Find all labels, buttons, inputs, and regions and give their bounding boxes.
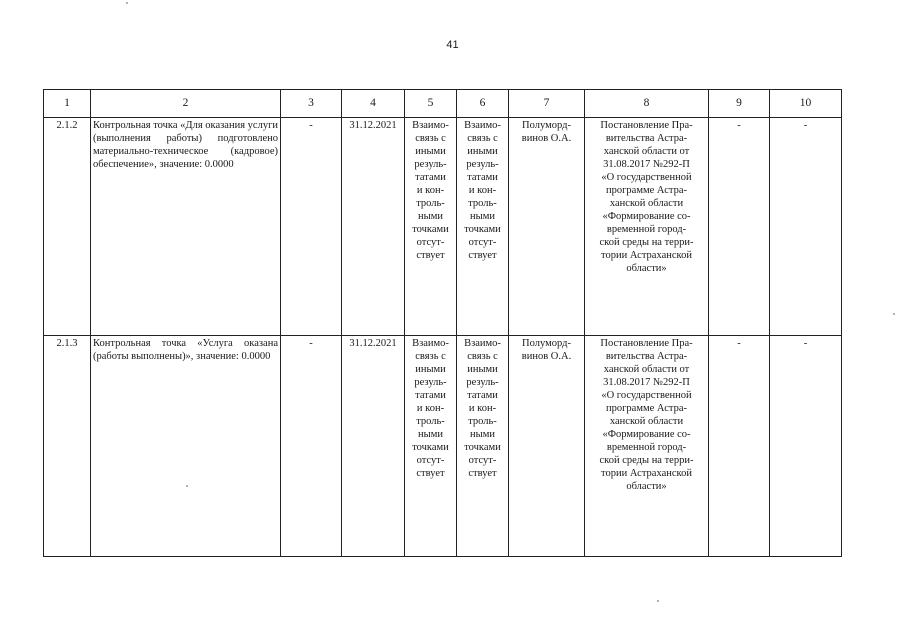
row-col10: - bbox=[770, 335, 842, 556]
row-col6: Взаимо- связь с иными резуль- татами и кон- троль- ными точками отсут- ствует bbox=[457, 335, 509, 556]
row-col5: Взаимо- связь с иными резуль- татами и кон- троль- ными точками отсут- ствует bbox=[405, 335, 457, 556]
row-col5: Взаимо- связь с иными резуль- татами и кон- троль- ными точками отсут- ствует bbox=[405, 118, 457, 336]
scan-speck bbox=[893, 313, 895, 315]
table-row bbox=[44, 335, 842, 556]
column-header: 9 bbox=[709, 90, 770, 118]
row-date: 31.12.2021 bbox=[342, 118, 405, 336]
row-code: 2.1.2 bbox=[44, 118, 91, 336]
row-col3: - bbox=[281, 118, 342, 336]
row-responsible: Полуморд- винов О.А. bbox=[509, 118, 585, 336]
row-col3: - bbox=[281, 335, 342, 556]
row-col6: Взаимо- связь с иными резуль- татами и кон- троль- ными точками отсут- ствует bbox=[457, 118, 509, 336]
column-header: 6 bbox=[457, 90, 509, 118]
column-header: 3 bbox=[281, 90, 342, 118]
table-row bbox=[44, 118, 842, 336]
page-number: 41 bbox=[446, 39, 459, 51]
row-responsible: Полуморд- винов О.А. bbox=[509, 335, 585, 556]
row-document: Постановление Пра- вительства Астра- ханской области от 31.08.2017 №292-П «О государственной программе Астра- ханской области «Формирование со- временной город- ской среды на терри- тории Астраханской области» bbox=[585, 118, 709, 336]
column-header: 5 bbox=[405, 90, 457, 118]
scan-speck bbox=[126, 2, 128, 4]
row-description: Контрольная точка «Для оказания услуги (выполнения работы) подготовлено материально-техническое (кадровое) обеспечение», значение: 0.0000 bbox=[91, 118, 281, 336]
column-header: 8 bbox=[585, 90, 709, 118]
column-header: 4 bbox=[342, 90, 405, 118]
column-header: 1 bbox=[44, 90, 91, 118]
plan-table bbox=[43, 89, 842, 557]
row-date: 31.12.2021 bbox=[342, 335, 405, 556]
column-header: 10 bbox=[770, 90, 842, 118]
row-col9: - bbox=[709, 118, 770, 336]
table-header bbox=[44, 90, 842, 118]
column-header: 7 bbox=[509, 90, 585, 118]
row-description: Контрольная точка «Услуга оказана (работы выполнены)», значение: 0.0000 bbox=[91, 335, 281, 556]
scan-speck bbox=[186, 485, 188, 487]
row-code: 2.1.3 bbox=[44, 335, 91, 556]
column-header: 2 bbox=[91, 90, 281, 118]
row-col10: - bbox=[770, 118, 842, 336]
row-document: Постановление Пра- вительства Астра- ханской области от 31.08.2017 №292-П «О государственной программе Астра- ханской области «Формирование со- временной город- ской среды на терри- тории Астраханской области» bbox=[585, 335, 709, 556]
row-col9: - bbox=[709, 335, 770, 556]
scan-speck bbox=[657, 600, 659, 602]
